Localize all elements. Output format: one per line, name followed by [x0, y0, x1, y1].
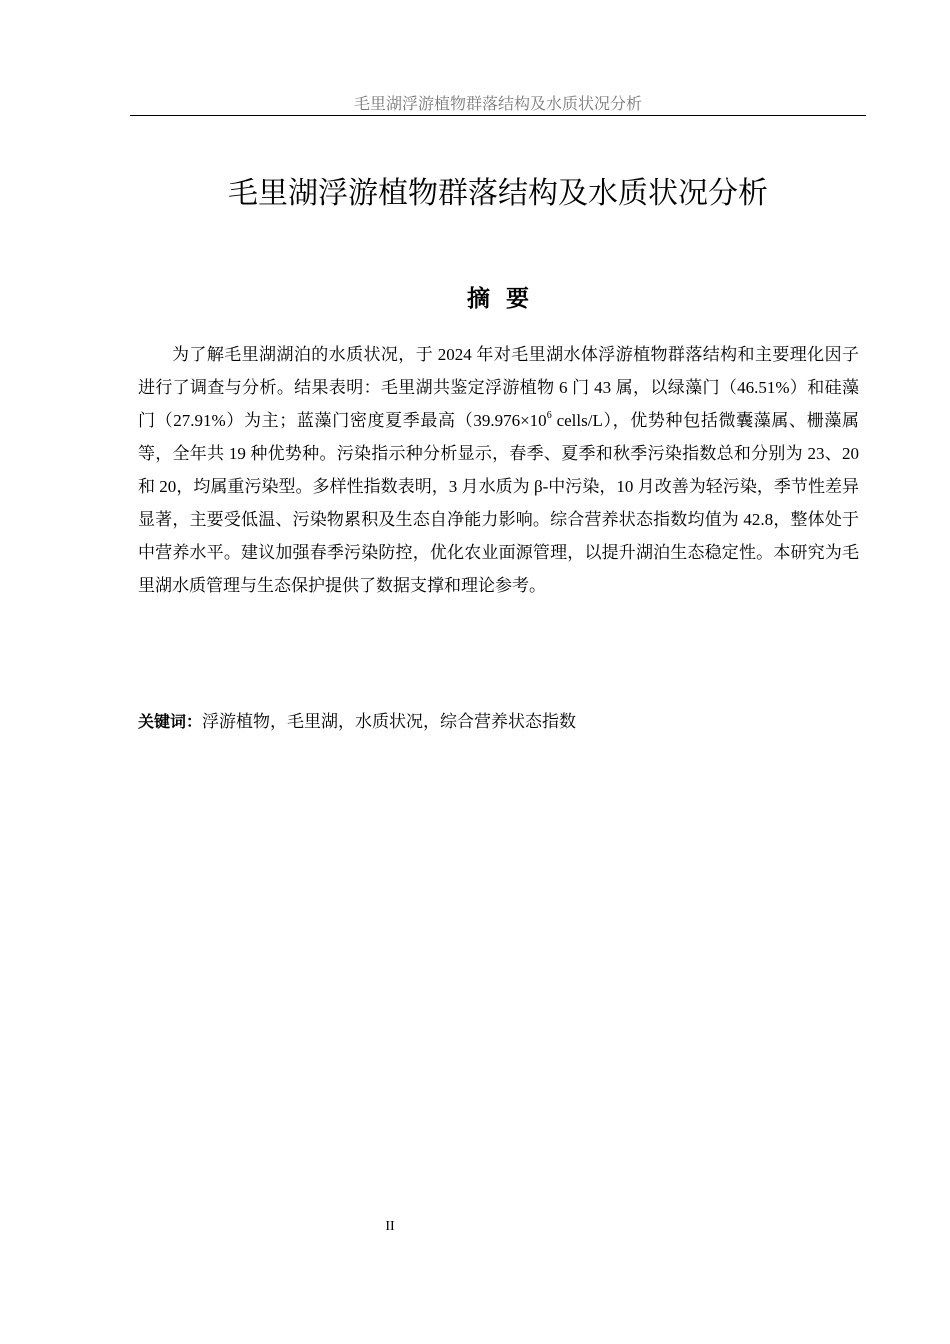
running-header: 毛里湖浮游植物群落结构及水质状况分析 — [353, 94, 642, 113]
abstract-paragraph — [138, 338, 859, 602]
keywords-line — [138, 708, 859, 736]
header-divider — [130, 115, 866, 116]
abstract-heading — [100, 280, 896, 313]
abstract-text-part1: 为了解毛里湖湖泊的水质状况，于 2024 年对毛里湖水体浮游植物群落结构和主要理化因子进行了调查与分析。结果表明：毛里湖共鉴定浮游植物 6 门 43 属，以绿藻门（46.51%）和硅藻门（27.91%）为主；蓝藻门密度夏季最高（39.976×10 — [138, 345, 859, 430]
keywords-label: 关键词： — [138, 712, 203, 731]
keywords-text: 浮游植物，毛里湖，水质状况，综合营养状态指数 — [202, 712, 577, 731]
page-number: II — [385, 1219, 395, 1234]
abstract-heading-text: 摘 要 — [466, 286, 529, 312]
document-title: 毛里湖浮游植物群落结构及水质状况分析 — [228, 176, 768, 211]
abstract-superscript: 6 — [546, 410, 552, 421]
abstract-text-part2: cells/L），优势种包括微囊藻属、栅藻属等，全年共 19 种优势种。污染指示种分析显示，春季、夏季和秋季污染指数总和分别为 23、20 和 20，均属重污染型。多样性指数表明，3 月水质为 β-中污染，10 月改善为轻污染，季节性差异显著，主要受低温、污染物累积及生态自净能力影响。综合营养状态指数均值为 42.8，整体处于中营养水平。建议加强春季污染防控，优化农业面源管理，以提升湖泊生态稳定性。本研究为毛里湖水质管理与生态保护提供了数据支撑和理论参考。 — [138, 411, 859, 595]
